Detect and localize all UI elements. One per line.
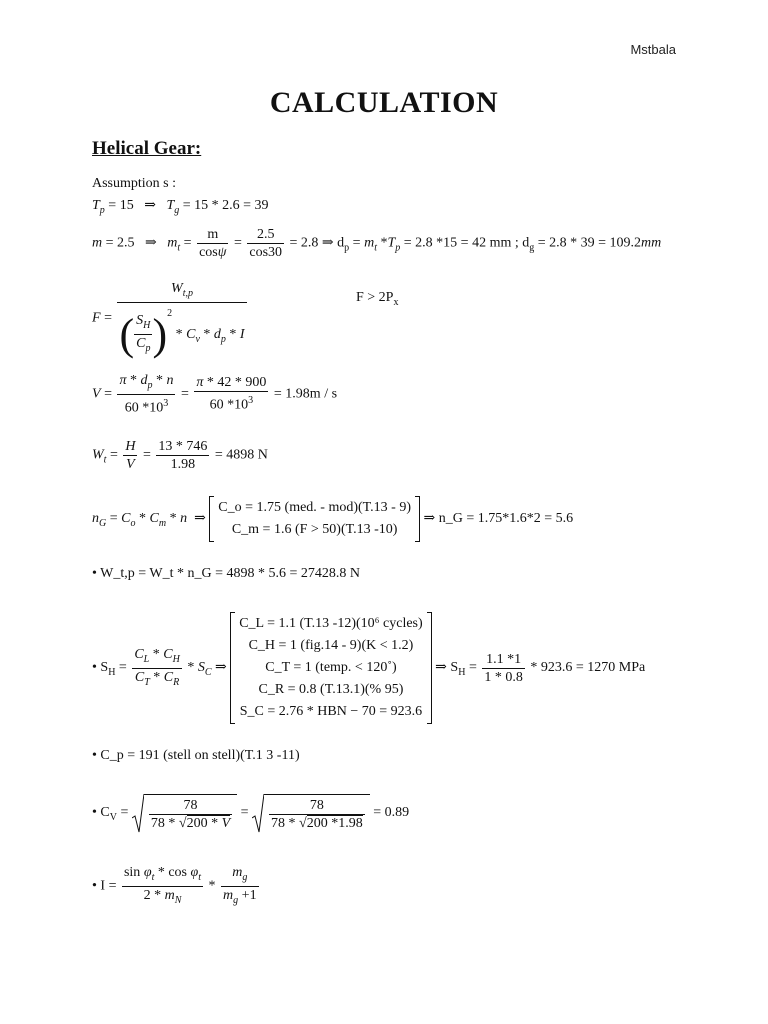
author-name: Mstbala — [630, 42, 676, 57]
velocity-result: = 1.98m / s — [273, 386, 338, 402]
hardness-factor: C_H = 1 (fig.14 - 9)(K < 1.2) — [248, 638, 414, 653]
design-load-equation: • W_t,p = W_t * n_G = 4898 * 5.6 = 27428.8 N — [92, 566, 361, 581]
overload-factor-result: ⇒ n_G = 1.75*1.6*2 = 5.6 — [423, 511, 574, 527]
design-load-text: W_t,p = W_t * n_G = 4898 * 5.6 = 27428.8 N — [100, 566, 361, 581]
surface-factors-block — [230, 612, 431, 724]
face-width-condition: $F > 2P_x$ — [356, 290, 399, 308]
surface-strength-result: * 923.6 = 1270 MPa — [530, 660, 646, 676]
velocity-factor-result: = 0.89 — [373, 805, 410, 821]
geometry-factor-equation: • I = $\frac{\sin \varphi_t * \cos \varphi_t}{2 * m_N}$ * $\frac{m_g}{m_g +1}$ — [92, 865, 257, 906]
surface-fatigue-strength: S_C = 2.76 * HBN − 70 = 923.6 — [239, 704, 423, 719]
elastic-coefficient-equation: • C_p = 191 (stell on stell)(T.1 3 -11) — [92, 748, 300, 763]
section-heading: Helical Gear: — [92, 138, 202, 159]
velocity-factor-equation: • $C_V$ = $\frac{78}{78 * √200 * V}$ = $\frac{78}{78 * √200 *1.98}$ = 0.89 — [92, 794, 409, 832]
tangential-load-equation: $W_t$ = $\frac{H}{V}$ = $\frac{13 * 746}{1.98}$ = 4898 N — [92, 439, 268, 472]
teeth-equation: $T_p = 15$ ⇒ $T_g = 15 * 2.6 = 39$ — [92, 198, 269, 216]
temperature-factor: C_T = 1 (temp. < 120˚) — [265, 660, 397, 675]
overload-factor-equation: $n_G = C_o * C_m * n$ ⇒ C_o = 1.75 (med. - mod)(T.13 - 9) C_m = 1.6 (F > 50)(T.13 -10) ⇒ n_G = 1.75*1.6*2 = 5.6 — [92, 496, 573, 542]
surface-strength-equation: • $S_H$ = $\frac{C_L * C_H}{C_T * C_R}$ * $S_C$ ⇒ C_L = 1.1 (T.13 -12)(10⁶ cycles) C_H = 1 (fig.14 - 9)(K < 1.2) C_T = 1 (temp. < 120˚) C_R = 0.8 (T.13.1)(% 95) S_C = 2.76 * HBN − 70 = 923.6 ⇒ $S_H$ = $\frac{1.1 *1}{1 * 0.8}$ * 923.6 = 1270 MPa — [92, 612, 645, 724]
elastic-coefficient-text: C_p = 191 (stell on stell)(T.1 3 -11) — [100, 748, 300, 763]
velocity-equation: V = $\frac{\pi * d_p * n}{60 *10^3}$ = $\frac{\pi * 42 * 900}{60 *10^3}$ = 1.98m / s — [92, 373, 338, 416]
overload-factor-cm: C_m = 1.6 (F > 50)(T.13 -10) — [231, 522, 398, 537]
assumptions-label: Assumption s : — [92, 176, 177, 191]
tangential-load-result: = 4898 N — [214, 447, 268, 463]
life-factor: C_L = 1.1 (T.13 -12)(10⁶ cycles) — [239, 616, 423, 631]
reliability-factor: C_R = 0.8 (T.13.1)(% 95) — [258, 682, 404, 697]
overload-factors-block — [209, 496, 420, 542]
overload-factor-co: C_o = 1.75 (med. - mod)(T.13 - 9) — [218, 500, 412, 515]
module-equation: m = 2.5 ⇒ $m_t$ = $\frac{m}{\cos\psi}$ = $\frac{2.5}{\cos 30}$ = 2.8 ⇒ $d_p = m_t$ $*T_p = 2.8$ *15 = 42 mm ; $d_g = 2.8 * 39 = 109.2mm$ — [92, 227, 662, 260]
page-title: CALCULATION — [269, 86, 499, 119]
face-width-equation: F = $W_{t,p}$ ( $\frac{S_H}{C_p}$ )$^2 * C_v * d_p$ * I — [92, 281, 245, 359]
